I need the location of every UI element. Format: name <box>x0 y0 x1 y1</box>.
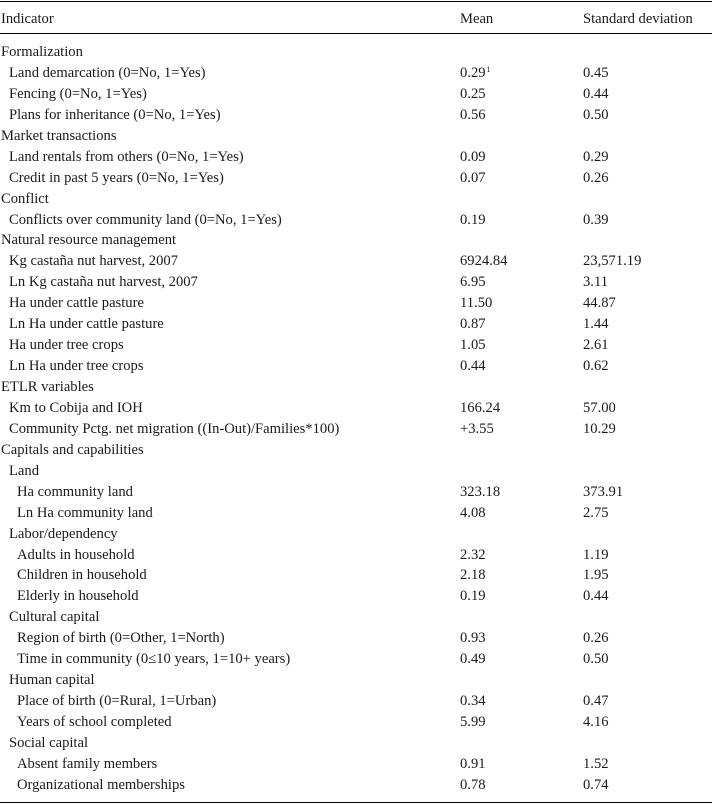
mean-cell <box>460 314 486 335</box>
indicator-cell: Fencing (0=No, 1=Yes) <box>9 85 147 102</box>
section-row <box>0 377 712 398</box>
table-row <box>0 712 712 733</box>
indicator-cell: Natural resource management <box>1 232 177 249</box>
sd-cell: 373.91 <box>583 483 624 500</box>
footnote-marker: 1 <box>486 64 491 74</box>
mean-value: 323.18 <box>460 483 501 500</box>
indicator-cell: Land rentals from others (0=No, 1=Yes) <box>9 148 244 165</box>
mean-cell <box>460 691 486 712</box>
mean-cell <box>460 251 507 272</box>
table-row <box>0 210 712 231</box>
subsection-row <box>0 524 712 545</box>
indicator-cell: Human capital <box>9 672 95 689</box>
sd-cell: 0.50 <box>583 651 609 668</box>
mean-value: 0.34 <box>460 693 486 710</box>
section-row <box>0 42 712 63</box>
section-row <box>0 189 712 210</box>
table-row <box>0 272 712 293</box>
indicator-cell: Ha under cattle pasture <box>9 295 144 312</box>
mean-value: 2.32 <box>460 546 486 563</box>
mean-cell <box>460 105 486 126</box>
indicator-cell: Social capital <box>9 734 89 751</box>
mean-cell <box>460 545 486 566</box>
mean-cell <box>460 210 486 231</box>
sd-cell: 0.29 <box>583 148 609 165</box>
sd-cell: 57.00 <box>583 399 616 416</box>
mean-cell <box>460 335 486 356</box>
indicator-cell: Ha community land <box>17 483 133 500</box>
indicator-cell: Region of birth (0=Other, 1=North) <box>17 630 225 647</box>
indicator-cell: Ln Ha under cattle pasture <box>9 316 164 333</box>
indicator-cell: ETLR variables <box>1 379 94 395</box>
subsection-row <box>0 670 712 691</box>
mean-value: 0.56 <box>460 106 486 123</box>
table-row <box>0 335 712 356</box>
indicator-cell: Organizational memberships <box>17 776 185 793</box>
header-rule <box>0 33 712 34</box>
mean-value: 2.18 <box>460 567 486 584</box>
table-row <box>0 63 712 84</box>
mean-value: 0.91 <box>460 755 486 772</box>
table-row <box>0 398 712 419</box>
indicator-cell: Cultural capital <box>9 609 100 626</box>
mean-value: 1.05 <box>460 337 486 354</box>
mean-value: 11.50 <box>460 295 493 312</box>
sd-cell: 0.47 <box>583 693 609 710</box>
subsection-row <box>0 461 712 482</box>
section-row <box>0 126 712 147</box>
indicator-cell: Km to Cobija and IOH <box>9 399 143 416</box>
mean-cell <box>460 84 486 105</box>
indicator-cell: Community Pctg. net migration ((In-Out)/Families*100) <box>9 420 340 437</box>
sd-cell: 1.52 <box>583 755 609 772</box>
mean-value: 6.95 <box>460 274 486 291</box>
indicator-cell: Children in household <box>17 567 147 584</box>
sd-cell: 0.74 <box>583 776 609 793</box>
indicator-cell: Ln Kg castaña nut harvest, 2007 <box>9 274 198 291</box>
mean-value: 4.08 <box>460 504 486 521</box>
table-row <box>0 419 712 440</box>
sd-cell: 0.44 <box>583 588 609 605</box>
sd-cell: 1.19 <box>583 546 609 563</box>
indicator-cell: Conflict <box>1 190 49 207</box>
table-row <box>0 147 712 168</box>
indicator-cell: Formalization <box>1 44 83 60</box>
header-indicator: Indicator <box>1 11 54 27</box>
sd-cell: 23,571.19 <box>583 253 642 270</box>
indicator-cell: Capitals and capabilities <box>1 441 144 458</box>
table-row <box>0 293 712 314</box>
table-row <box>0 356 712 377</box>
mean-value: 0.09 <box>460 148 486 165</box>
table-row <box>0 649 712 670</box>
indicator-cell: Time in community (0≤10 years, 1=10+ years) <box>17 651 291 668</box>
sd-cell: 0.44 <box>583 85 609 102</box>
table-row <box>0 482 712 503</box>
mean-value: 166.24 <box>460 399 501 416</box>
mean-cell <box>460 398 500 419</box>
mean-value: 6924.84 <box>460 253 508 270</box>
mean-value: 0.07 <box>460 169 486 186</box>
mean-value: 0.93 <box>460 630 486 647</box>
indicator-cell: Ha under tree crops <box>9 337 124 354</box>
top-rule <box>0 1 712 2</box>
mean-cell <box>460 503 486 524</box>
sd-cell: 0.26 <box>583 630 609 647</box>
sd-cell: 2.75 <box>583 504 609 521</box>
sd-cell: 4.16 <box>583 714 609 730</box>
mean-value: 0.87 <box>460 316 486 333</box>
mean-cell <box>460 272 486 293</box>
table-row <box>0 565 712 586</box>
header-standard-deviation: Standard deviation <box>583 11 693 27</box>
section-row <box>0 440 712 461</box>
indicator-cell: Land demarcation (0=No, 1=Yes) <box>9 64 206 81</box>
table-body <box>0 42 712 796</box>
indicator-cell: Ln Ha under tree crops <box>9 358 144 375</box>
mean-cell <box>460 712 486 733</box>
sd-cell: 0.62 <box>583 358 609 375</box>
indicator-cell: Conflicts over community land (0=No, 1=Yes) <box>9 211 282 228</box>
indicator-cell: Market transactions <box>1 127 117 144</box>
subsection-row <box>0 733 712 754</box>
sd-cell: 3.11 <box>583 274 608 291</box>
table-row <box>0 691 712 712</box>
mean-cell <box>460 63 491 84</box>
sd-cell: 0.45 <box>583 64 609 81</box>
indicator-cell: Ln Ha community land <box>17 504 153 521</box>
sd-cell: 44.87 <box>583 295 616 312</box>
sd-cell: 0.39 <box>583 211 609 228</box>
mean-value: 0.19 <box>460 211 486 228</box>
table-row <box>0 628 712 649</box>
mean-cell <box>460 147 486 168</box>
mean-value: 0.49 <box>460 651 486 668</box>
table-row <box>0 545 712 566</box>
mean-cell <box>460 775 486 796</box>
header-mean: Mean <box>460 11 494 27</box>
mean-cell <box>460 565 486 586</box>
sd-cell: 2.61 <box>583 337 609 354</box>
sd-cell: 1.44 <box>583 316 609 333</box>
table-row <box>0 84 712 105</box>
sd-cell: 10.29 <box>583 420 616 437</box>
indicator-cell: Elderly in household <box>17 588 139 605</box>
indicator-cell: Credit in past 5 years (0=No, 1=Yes) <box>9 169 224 186</box>
table-row <box>0 168 712 189</box>
mean-cell <box>460 754 486 775</box>
mean-cell <box>460 482 500 503</box>
sd-cell: 1.95 <box>583 567 609 584</box>
mean-value: 0.19 <box>460 588 486 605</box>
table-row <box>0 754 712 775</box>
indicator-cell: Place of birth (0=Rural, 1=Urban) <box>17 693 217 710</box>
table-row <box>0 105 712 126</box>
mean-cell <box>460 293 492 314</box>
table-row <box>0 586 712 607</box>
mean-cell <box>460 168 486 189</box>
section-row <box>0 230 712 251</box>
indicator-cell: Land <box>9 462 39 479</box>
mean-value: 0.44 <box>460 358 486 375</box>
indicator-cell: Kg castaña nut harvest, 2007 <box>9 253 178 270</box>
mean-value: +3.55 <box>460 420 494 437</box>
indicator-cell: Absent family members <box>17 755 158 772</box>
mean-cell <box>460 586 486 607</box>
mean-value: 0.78 <box>460 776 486 793</box>
table-row <box>0 251 712 272</box>
table-header <box>0 8 712 30</box>
sd-cell: 0.26 <box>583 169 609 186</box>
subsection-row <box>0 607 712 628</box>
mean-cell <box>460 628 486 649</box>
mean-cell <box>460 419 494 440</box>
table-row <box>0 314 712 335</box>
table-row <box>0 775 712 796</box>
mean-cell <box>460 649 486 670</box>
indicator-cell: Years of school completed <box>17 714 172 730</box>
mean-cell <box>460 356 486 377</box>
sd-cell: 0.50 <box>583 106 609 123</box>
bottom-rule <box>0 802 712 803</box>
mean-value: 0.25 <box>460 85 486 102</box>
mean-value: 5.99 <box>460 714 486 730</box>
table-row <box>0 503 712 524</box>
indicator-cell: Labor/dependency <box>9 525 118 542</box>
mean-value: 0.29 <box>460 64 486 81</box>
indicator-cell: Plans for inheritance (0=No, 1=Yes) <box>9 106 221 123</box>
indicator-cell: Adults in household <box>17 546 135 563</box>
